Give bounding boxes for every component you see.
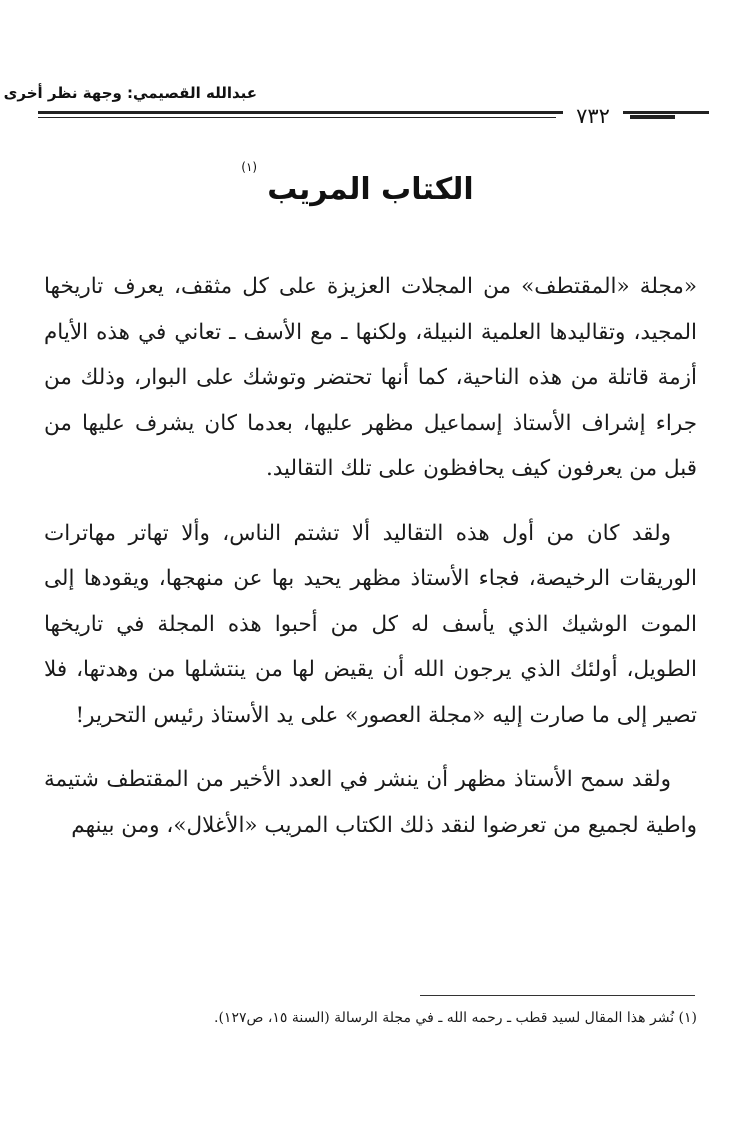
- article-title-block: [0, 160, 741, 207]
- article-title-text: الكتاب المريب: [267, 172, 474, 207]
- footnote-separator: [420, 995, 695, 996]
- paragraph: «مجلة «المقتطف» من المجلات العزيزة على كل مثقف، يعرف تاريخها المجيد، وتقاليدها العلمية النبيلة، ولكنها ـ مع الأسف ـ تعاني في هذه الأيام أزمة قاتلة من هذه الناحية، كما أنها تحتضر وتوشك على البوار، وذلك من جراء إشراف الأستاذ إسماعيل مظهر عليها، بعدما كان يشرف عليها من قبل من يعرفون كيف يحافظون على تلك التقاليد.: [44, 274, 697, 481]
- article-body: [44, 264, 697, 867]
- running-header: [0, 78, 741, 128]
- paragraph: ولقد سمح الأستاذ مظهر أن ينشر في العدد الأخير من المقتطف شتيمة واطية لجميع من تعرضوا لنقد ذلك الكتاب المريب «الأغلال»، ومن بينهم: [44, 767, 697, 838]
- article-title: [241, 160, 474, 207]
- footnote-reference: (١): [241, 160, 258, 174]
- header-rule-thin: [38, 117, 556, 118]
- running-title: عبدالله القصيمي: وجهة نظر أخرى: [3, 84, 257, 102]
- page-number: ٧٣٢: [563, 104, 623, 128]
- page-number-mark: [630, 115, 675, 119]
- footnote: (١) نُشر هذا المقال لسيد قطب ـ رحمه الله ـ في مجلة الرسالة (السنة ١٥، ص١٢٧).: [214, 1010, 697, 1026]
- paragraph: ولقد كان من أول هذه التقاليد ألا تشتم الناس، وألا تهاتر مهاترات الوريقات الرخيصة، فجاء الأستاذ مظهر يحيد بها عن منهجها، ويقودها إلى الموت الوشيك الذي يأسف له كل من أحبوا هذه المجلة في تاريخها الطويل، أولئك الذي يرجون الله أن يقيض لها من ينتشلها من وهدتها، فلا تصير إلى ما صارت إليه «مجلة العصور» على يد الأستاذ رئيس التحرير!: [44, 520, 697, 728]
